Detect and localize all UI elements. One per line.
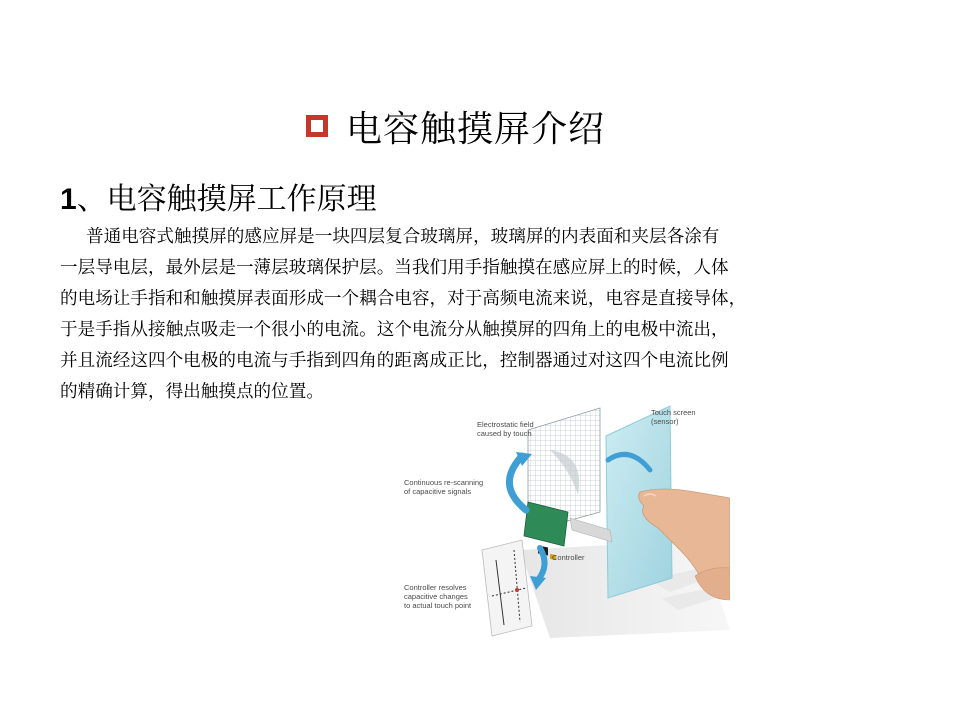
label-touch-screen: Touch screen (sensor) <box>651 408 696 426</box>
paragraph-line: 一层导电层，最外层是一薄层玻璃保护层。当我们用手指触摸在感应屏上的时候，人体 <box>60 258 729 278</box>
slide-title: 电容触摸屏介绍 <box>346 108 606 150</box>
label-electrostatic-field: Electrostatic field caused by touch <box>477 420 534 438</box>
square-bullet-icon <box>306 115 328 137</box>
paragraph-line: 的电场让手指和和触摸屏表面形成一个耦合电容，对于高频电流来说，电容是直接导体， <box>60 289 747 309</box>
paragraph-line: 于是手指从接触点吸走一个很小的电流。这个电流分从触摸屏的四角上的电极中流出， <box>60 320 729 340</box>
section-heading <box>60 174 377 218</box>
label-controller: Controller <box>552 553 585 562</box>
body-paragraph <box>60 222 880 408</box>
paragraph-line: 普通电容式触摸屏的感应屏是一块四层复合玻璃屏，玻璃屏的内表面和夹层各涂有 <box>86 227 720 247</box>
label-controller-resolves: Controller resolves capacitive changes to actual touch point <box>404 583 472 610</box>
section-heading-text: 、电容触摸屏工作原理 <box>76 182 377 217</box>
paragraph-line: 并且流经这四个电极的电流与手指到四角的距离成正比，控制器通过对这四个电流比例 <box>60 351 729 371</box>
label-rescanning: Continuous re-scanning of capacitive signals <box>404 478 484 496</box>
capacitive-touch-diagram <box>400 400 730 638</box>
paragraph-line: 的精确计算，得出触摸点的位置。 <box>60 382 324 402</box>
section-number: 1 <box>60 183 77 216</box>
ribbon-cable <box>570 518 612 542</box>
title-row <box>306 98 605 154</box>
